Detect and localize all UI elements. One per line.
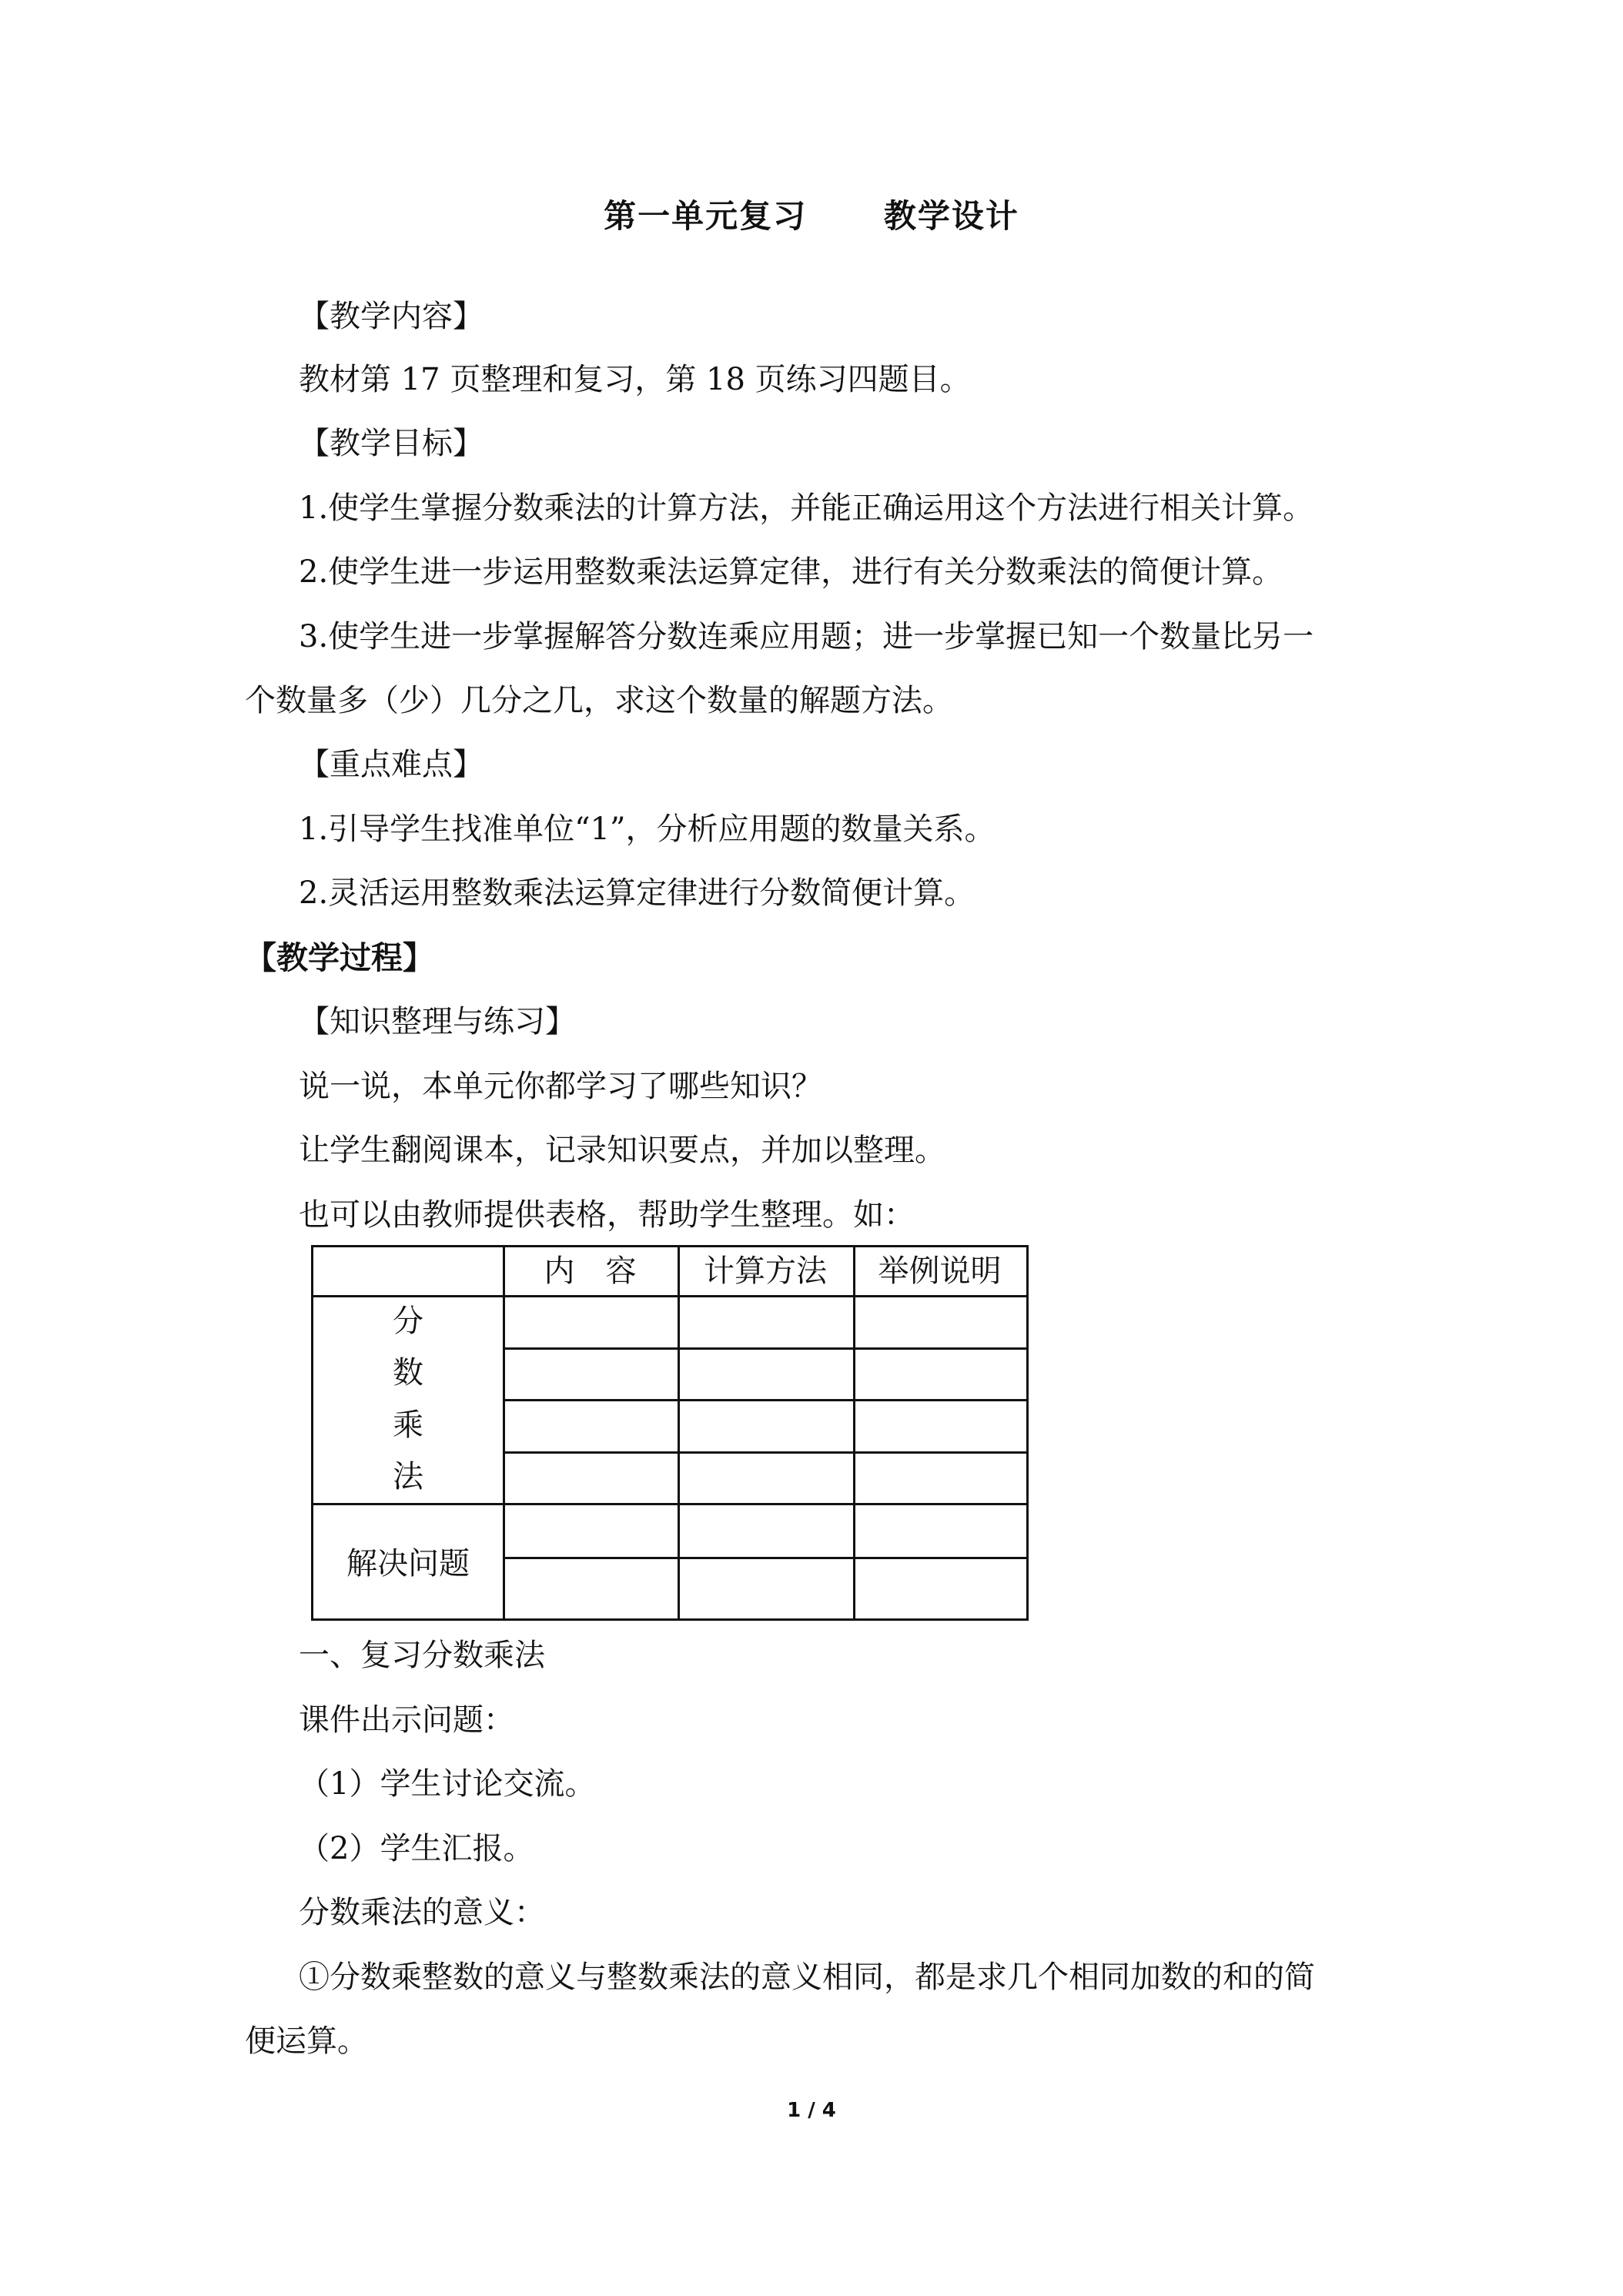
paragraph: 2.灵活运用整数乘法运算定律进行分数简便计算。 [299, 875, 975, 911]
section-heading-knowledge: 【知识整理与练习】 [299, 1004, 576, 1039]
summary-table [311, 1245, 1029, 1621]
table-hline [503, 1451, 1026, 1454]
row-label-char: 分 [393, 1303, 423, 1339]
table-hline [503, 1557, 1026, 1559]
paragraph: 分数乘法的意义： [299, 1895, 545, 1930]
row-label-problem-solving: 解决问题 [346, 1546, 470, 1581]
section-heading-content: 【教学内容】 [299, 299, 484, 334]
row-label-fraction-multiplication [313, 1295, 503, 1503]
table-vline [853, 1247, 855, 1618]
table-vline [503, 1247, 505, 1618]
table-header-example: 举例说明 [878, 1253, 1002, 1289]
section-heading-process: 【教学过程】 [245, 939, 434, 976]
table-header-content: 内 容 [544, 1253, 637, 1289]
paragraph: 2.使学生进一步运用整数乘法运算定律，进行有关分数乘法的简便计算。 [299, 554, 1283, 590]
paragraph-continuation: 便运算。 [245, 2023, 368, 2059]
table-hline [503, 1347, 1026, 1350]
paragraph: （1）学生讨论交流。 [299, 1766, 596, 1802]
page-title: 第一单元复习 教学设计 [604, 197, 1019, 235]
table-hline [313, 1503, 1026, 1505]
table-header-method: 计算方法 [704, 1253, 827, 1289]
paragraph: 1.使学生掌握分数乘法的计算方法，并能正确运用这个方法进行相关计算。 [299, 490, 1314, 526]
paragraph: 说一说，本单元你都学习了哪些知识？ [299, 1069, 822, 1104]
section-heading-review: 一、复习分数乘法 [299, 1638, 545, 1673]
paragraph-continuation: 个数量多（少）几分之几，求这个数量的解题方法。 [245, 683, 953, 718]
table-vline [678, 1247, 680, 1618]
paragraph: 让学生翻阅课本，记录知识要点，并加以整理。 [299, 1133, 945, 1168]
page-number: 1 / 4 [787, 2099, 836, 2122]
row-label-char: 法 [393, 1459, 423, 1495]
paragraph: ①分数乘整数的意义与整数乘法的意义相同，都是求几个相同加数的和的简 [299, 1960, 1315, 1995]
row-label-char: 乘 [393, 1407, 423, 1443]
paragraph: 1.引导学生找准单位“1”，分析应用题的数量关系。 [299, 812, 996, 847]
section-heading-key-points: 【重点难点】 [299, 747, 484, 782]
section-heading-goals: 【教学目标】 [299, 426, 484, 461]
paragraph: （2）学生汇报。 [299, 1831, 534, 1866]
paragraph: 也可以由教师提供表格，帮助学生整理。如： [299, 1197, 915, 1233]
paragraph: 教材第 17 页整理和复习，第 18 页练习四题目。 [299, 362, 971, 397]
row-label-char: 数 [393, 1355, 423, 1391]
paragraph: 课件出示问题： [299, 1702, 514, 1738]
table-hline [503, 1399, 1026, 1401]
paragraph: 3.使学生进一步掌握解答分数连乘应用题；进一步掌握已知一个数量比另一 [299, 619, 1314, 654]
